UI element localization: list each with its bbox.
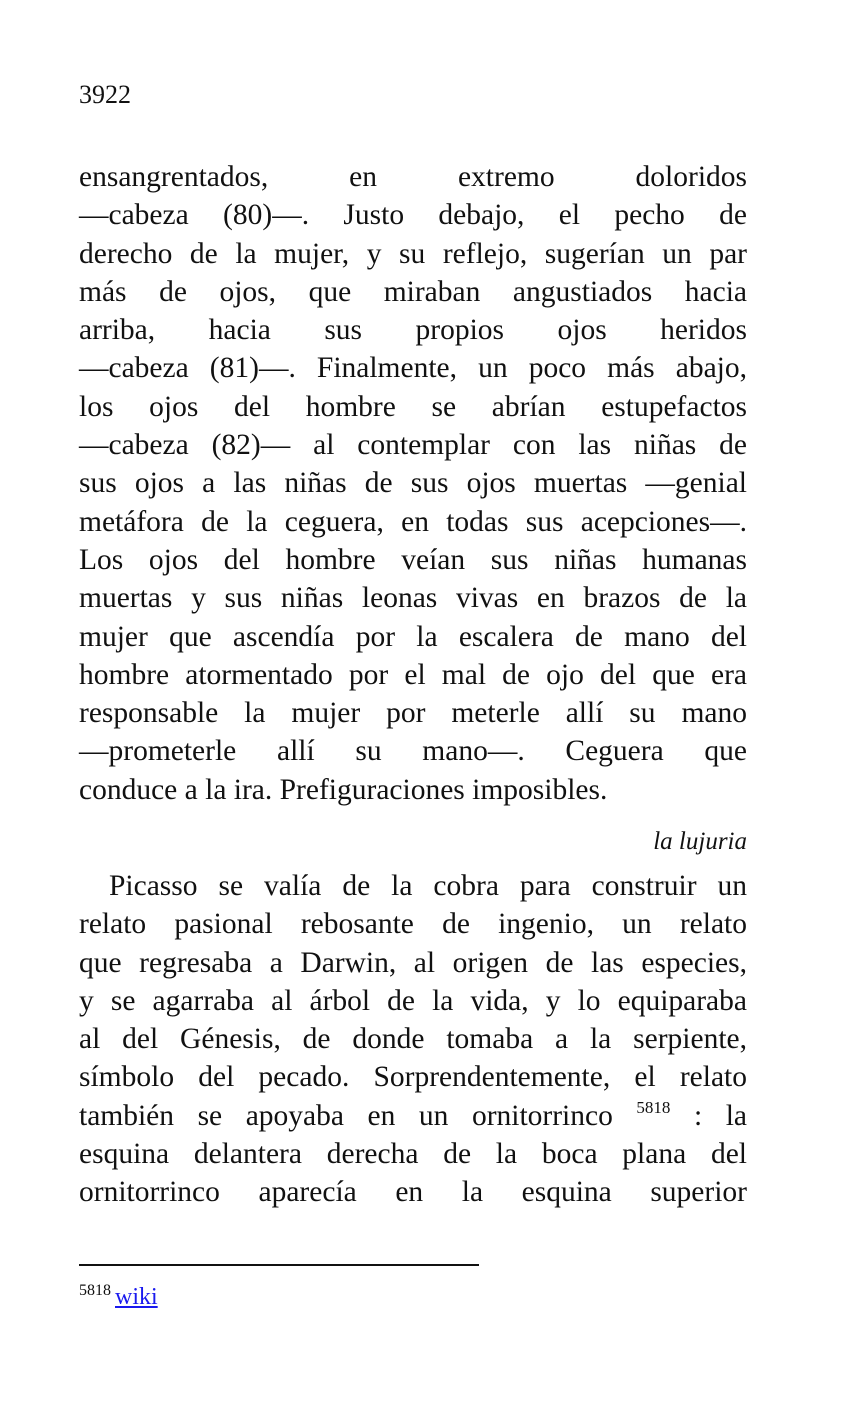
line-text: : la xyxy=(693,1099,747,1132)
text-line: arriba, hacia sus propios ojos heridos xyxy=(79,314,747,347)
text-line: ensangrentados, en extremo doloridos xyxy=(79,161,747,193)
text-line: Los ojos del hombre veían sus niñas humanas xyxy=(79,543,747,576)
text-line: que regresaba a Darwin, al origen de las especies, xyxy=(79,946,747,979)
text-line: más de ojos, que miraban angustiados hacia xyxy=(79,275,747,308)
line-text: también se apoyaba en un ornitorrinco xyxy=(79,1099,613,1132)
text-line: muertas y sus niñas leonas vivas en brazos de la xyxy=(79,582,747,615)
text-line: símbolo del pecado. Sorprendentemente, el relato xyxy=(79,1061,747,1094)
footnote-separator xyxy=(79,1264,479,1266)
text-line: —cabeza (82)— al contemplar con las niñas de xyxy=(79,429,747,462)
footnote xyxy=(79,1282,158,1312)
section-subheading: la lujuria xyxy=(653,828,747,855)
footnote-marker: 5818 xyxy=(79,1282,111,1299)
text-line: esquina delantera derecha de la boca plana del xyxy=(79,1138,747,1171)
text-line: derecho de la mujer, y su reflejo, sugerían un par xyxy=(79,237,747,270)
text-line: metáfora de la ceguera, en todas sus acepciones—. xyxy=(79,505,747,538)
text-line: conduce a la ira. Prefiguraciones imposibles. xyxy=(79,773,608,806)
text-line: —cabeza (81)—. Finalmente, un poco más abajo, xyxy=(79,352,747,385)
text-line: y se agarraba al árbol de la vida, y lo equiparaba xyxy=(79,984,747,1017)
text-line-with-footnote xyxy=(79,1097,747,1135)
text-line: —prometerle allí su mano—. Ceguera que xyxy=(79,735,747,768)
text-line: los ojos del hombre se abrían estupefactos xyxy=(79,390,747,423)
footnote-reference[interactable]: 5818 xyxy=(636,1097,671,1117)
footnote-link[interactable]: wiki xyxy=(115,1284,158,1310)
text-line: al del Génesis, de donde tomaba a la serpiente, xyxy=(79,1023,747,1056)
page-number: 3922 xyxy=(79,80,131,109)
text-line: sus ojos a las niñas de sus ojos muertas —genial xyxy=(79,467,747,500)
text-line: ornitorrinco aparecía en la esquina superior xyxy=(79,1176,747,1209)
paragraph-ojos xyxy=(79,158,747,809)
text-line: Picasso se valía de la cobra para construir un xyxy=(109,870,747,902)
text-line: relato pasional rebosante de ingenio, un relato xyxy=(79,908,747,941)
text-line: —cabeza (80)—. Justo debajo, el pecho de xyxy=(79,199,747,232)
text-line: responsable la mujer por meterle allí su mano xyxy=(79,697,747,730)
text-line: hombre atormentado por el mal de ojo del que era xyxy=(79,658,747,691)
text-line: mujer que ascendía por la escalera de mano del xyxy=(79,620,747,653)
paragraph-lujuria xyxy=(79,867,747,1212)
